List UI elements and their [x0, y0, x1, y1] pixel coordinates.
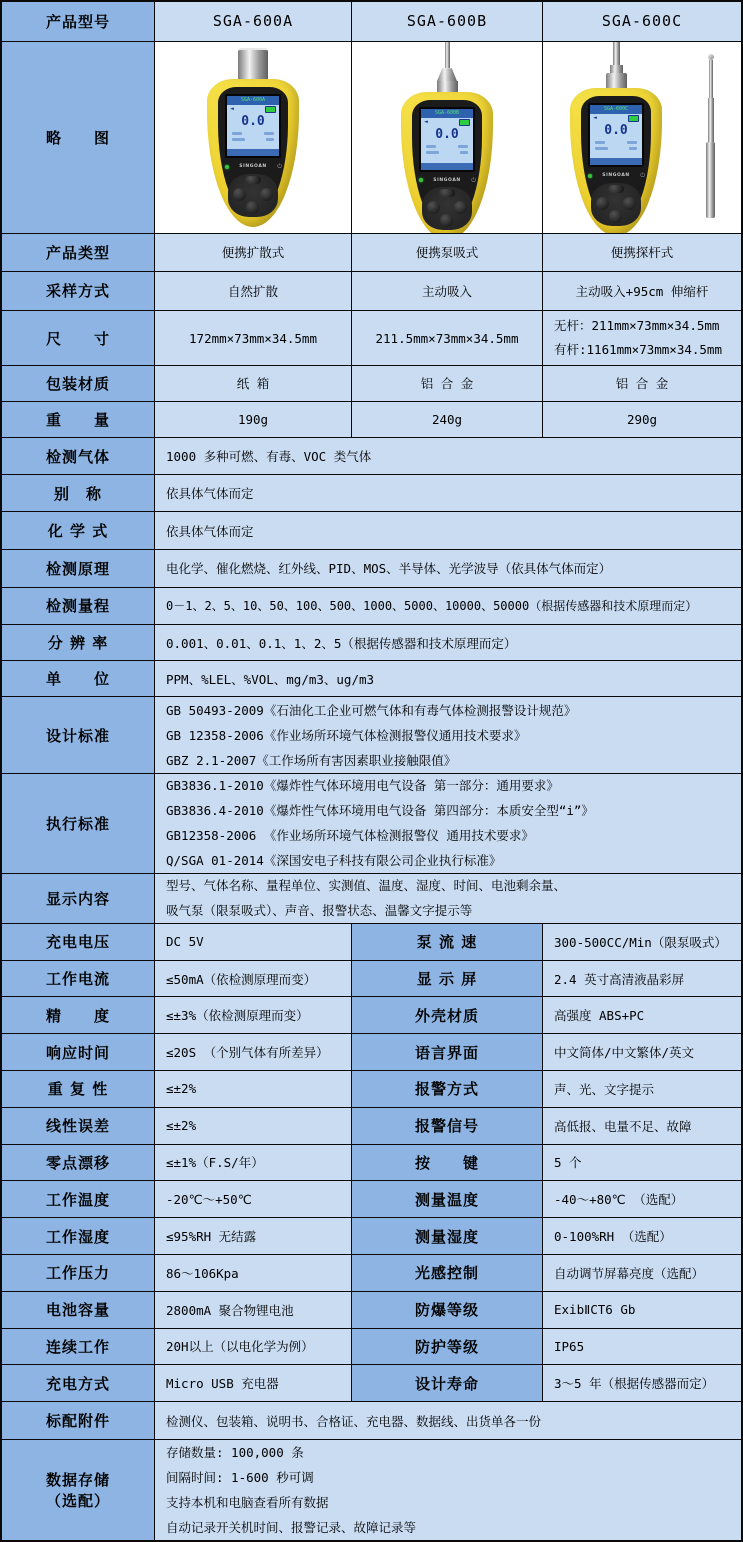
row-label: 别 称 — [53, 484, 102, 503]
device-screen — [225, 94, 281, 158]
row-label: 采样方式 — [45, 282, 110, 301]
cell-value: 铝 合 金 — [420, 376, 474, 392]
accessories-row — [2, 1402, 741, 1440]
row-label: 执行标准 — [45, 814, 110, 833]
model-a-name: SGA-600A — [212, 12, 294, 31]
header-row — [2, 2, 741, 42]
button-cluster — [422, 187, 472, 230]
cell-value: 5 个 — [554, 1155, 582, 1171]
cell-value: Micro USB 充电器 — [166, 1376, 279, 1392]
table-row — [2, 550, 741, 588]
storage-line: 自动记录开关机时间、报警记录、故障记录等 — [166, 1519, 417, 1535]
speaker-icon: ◄ — [230, 105, 234, 112]
header-label-cell — [2, 2, 155, 42]
cell-value: 纸 箱 — [236, 376, 270, 392]
device-c-image-cell — [543, 42, 741, 234]
standard-line: GB3836.4-2010《爆炸性气体环境用电气设备 第四部分：本质安全型“i”》 — [166, 803, 594, 819]
content-line: 型号、气体名称、量程单位、实测值、温度、湿度、时间、电池剩余量、 — [166, 878, 567, 894]
sensor-head-icon — [238, 48, 268, 80]
cell-value-line: 有杆:1161mm×73mm×34.5mm — [554, 342, 722, 358]
standard-line: GBZ 2.1-2007《工作场所有害因素职业接触限值》 — [166, 752, 457, 768]
probe-icon — [613, 42, 620, 65]
cell-value: 高低报、电量不足、故障 — [554, 1118, 692, 1134]
screen-reading: 0.0 — [435, 127, 459, 143]
table-row — [2, 475, 741, 512]
battery-icon — [265, 106, 276, 113]
content-line: 吸气泵（限泵吸式）、声音、报警状态、温馨文字提示等 — [166, 903, 473, 919]
standard-line: GB3836.1-2010《爆炸性气体环境用电气设备 第一部分：通用要求》 — [166, 778, 559, 794]
cell-value: ≤50mA（依检测原理而变） — [166, 971, 317, 987]
table-row — [2, 961, 741, 998]
left-button-icon — [596, 197, 609, 210]
right-button-icon — [260, 188, 273, 201]
row-label: 工作电流 — [45, 970, 110, 988]
cell-value: ExibⅡCT6 Gb — [554, 1302, 636, 1318]
menu-button-icon — [245, 176, 261, 184]
display-content-row — [2, 874, 741, 924]
left-button-icon — [427, 201, 440, 214]
exec-standards-row — [2, 774, 741, 874]
table-row — [2, 234, 741, 272]
storage-line: 支持本机和电脑查看所有数据 — [166, 1494, 329, 1510]
cell-value: 便携扩散式 — [221, 245, 285, 261]
enter-button-icon — [246, 201, 259, 214]
cell-value: 0-100%RH （选配） — [554, 1229, 672, 1245]
row-label: 语言界面 — [414, 1043, 479, 1062]
storage-line: 存储数量: 100,000 条 — [166, 1444, 304, 1460]
row-label: 检测量程 — [45, 597, 110, 616]
row-label: 检测原理 — [45, 559, 110, 578]
button-cluster — [591, 183, 641, 226]
table-row — [2, 1292, 741, 1329]
cell-value: PPM、%LEL、%VOL、mg/m3、ug/m3 — [166, 671, 375, 687]
cell-value: 检测仪、包装箱、说明书、合格证、充电器、数据线、出货单各一份 — [166, 1413, 542, 1429]
row-label: 线性误差 — [45, 1117, 110, 1136]
brand-logo: SINGOAN — [433, 177, 461, 183]
power-icon: ⏻ — [640, 172, 645, 180]
row-label: 响应时间 — [45, 1043, 110, 1062]
row-label: 工作压力 — [45, 1264, 110, 1283]
battery-icon — [459, 119, 470, 126]
cell-value: 211.5mm×73mm×34.5mm — [375, 330, 519, 346]
cell-value: ≤±3%（依检测原理而变） — [166, 1008, 309, 1024]
row-label: 显 示 屏 — [416, 970, 478, 988]
row-label: 尺 寸 — [45, 329, 110, 348]
menu-button-icon — [439, 189, 455, 197]
table-row — [2, 272, 741, 312]
cell-value: 86～106Kpa — [166, 1265, 239, 1281]
left-button-icon — [233, 188, 246, 201]
row-label: 产品类型 — [45, 243, 110, 262]
table-row — [2, 1108, 741, 1145]
row-label: 防护等级 — [414, 1337, 479, 1356]
led-indicator — [225, 165, 229, 169]
table-row — [2, 1034, 741, 1071]
row-label: 泵 流 速 — [416, 933, 478, 952]
cell-value: 240g — [431, 411, 463, 427]
table-row — [2, 1145, 741, 1182]
table-row — [2, 1181, 741, 1218]
row-label: 重 量 — [45, 410, 110, 429]
row-label: 单 位 — [45, 670, 110, 689]
menu-button-icon — [608, 185, 624, 193]
row-label: 零点漂移 — [45, 1153, 110, 1172]
screen-title: SGA-600A — [227, 96, 279, 105]
design-standards-row — [2, 697, 741, 774]
cell-value: 高强度 ABS+PC — [554, 1008, 645, 1024]
row-label: 工作温度 — [45, 1190, 110, 1209]
row-label: 测量温度 — [414, 1190, 479, 1209]
row-label: 报警方式 — [414, 1080, 479, 1099]
cell-value: ≤±1%（F.S/年） — [166, 1155, 264, 1171]
table-row — [2, 1329, 741, 1366]
power-icon: ⏻ — [277, 163, 282, 171]
header-model-a-cell — [155, 2, 352, 42]
button-cluster — [228, 174, 278, 217]
table-row — [2, 588, 741, 625]
table-row — [2, 924, 741, 961]
table-row — [2, 311, 741, 366]
telescopic-rod-icon — [706, 54, 715, 218]
cell-value: 2800mA 聚合物锂电池 — [166, 1302, 294, 1318]
row-label: 防爆等级 — [414, 1301, 479, 1320]
led-indicator — [588, 174, 592, 178]
cell-value: 1000 多种可燃、有毒、VOC 类气体 — [166, 449, 372, 465]
table-row — [2, 625, 741, 662]
cell-value-line: 无杆：211mm×73mm×34.5mm — [554, 318, 720, 334]
row-label: 报警信号 — [414, 1117, 479, 1136]
cell-value: 依具体气体而定 — [166, 486, 254, 502]
device-b-photo — [401, 42, 493, 234]
cell-value: -40～+80℃ （选配） — [554, 1192, 684, 1208]
cell-value: 中文简体/中文繁体/英文 — [554, 1045, 695, 1061]
row-label: 测量湿度 — [414, 1227, 479, 1246]
cell-value: -20℃～+50℃ — [166, 1192, 252, 1208]
cell-value: 0.001、0.01、0.1、1、2、5（根据传感器和技术原理而定） — [166, 635, 517, 651]
table-row — [2, 661, 741, 697]
row-label-line1: 数据存储 — [45, 1470, 110, 1489]
row-label-line2: （选配） — [45, 1491, 110, 1510]
cell-value: 便携探杆式 — [610, 245, 674, 261]
screen-reading: 0.0 — [604, 122, 628, 138]
header-model-c-cell — [543, 2, 741, 42]
model-c-name: SGA-600C — [601, 12, 683, 31]
speaker-icon: ◄ — [593, 114, 597, 121]
row-label: 充电电压 — [45, 933, 110, 952]
cell-value: 自动调节屏幕亮度（选配） — [554, 1265, 705, 1281]
table-row — [2, 997, 741, 1034]
cell-value: 主动吸入+95cm 伸缩杆 — [575, 283, 709, 299]
row-label: 包装材质 — [45, 374, 110, 393]
device-screen — [419, 107, 475, 171]
standard-line: GB12358-2006 《作业场所环境气体检测报警仪 通用技术要求》 — [166, 828, 534, 844]
standard-line: Q/SGA 01-2014《深国安电子科技有限公司企业执行标准》 — [166, 853, 502, 869]
model-b-name: SGA-600B — [406, 12, 488, 31]
row-label: 外壳材质 — [414, 1006, 479, 1025]
cell-value: 自然扩散 — [227, 283, 278, 299]
cell-value: 172mm×73mm×34.5mm — [189, 330, 317, 346]
cell-value: 依具体气体而定 — [166, 523, 254, 539]
screen-reading: 0.0 — [241, 113, 265, 129]
cell-value: 20H以上（以电化学为例） — [166, 1339, 314, 1355]
battery-icon — [628, 115, 639, 122]
device-b-image-cell — [352, 42, 543, 234]
device-c-photo — [570, 42, 662, 234]
enter-button-icon — [609, 210, 622, 223]
cell-value: 铝 合 金 — [615, 376, 669, 392]
device-a-photo — [207, 48, 299, 227]
cell-value: 便携泵吸式 — [415, 245, 479, 261]
row-label: 精 度 — [45, 1006, 110, 1025]
right-button-icon — [454, 201, 467, 214]
cell-value: 3～5 年（根据传感器而定） — [554, 1376, 715, 1392]
row-label: 分 辨 率 — [47, 634, 109, 653]
table-row — [2, 402, 741, 438]
row-label: 重 复 性 — [47, 1080, 109, 1099]
row-label: 按 键 — [414, 1153, 479, 1172]
cell-value: ≤±2% — [166, 1118, 197, 1134]
right-button-icon — [623, 197, 636, 210]
cell-value: IP65 — [554, 1338, 585, 1354]
row-label: 充电方式 — [45, 1374, 110, 1393]
power-icon: ⏻ — [471, 176, 476, 184]
row-label: 设计标准 — [45, 726, 110, 745]
cell-value: 声、光、文字提示 — [554, 1081, 655, 1097]
row-label: 检测气体 — [45, 447, 110, 466]
cell-value: DC 5V — [166, 934, 204, 950]
row-label: 连续工作 — [45, 1337, 110, 1356]
header-model-b-cell — [352, 2, 543, 42]
device-screen — [588, 103, 644, 167]
table-row — [2, 366, 741, 402]
cell-value: ≤95%RH 无结露 — [166, 1229, 257, 1245]
row-label: 工作湿度 — [45, 1227, 110, 1246]
brand-logo: SINGOAN — [602, 173, 630, 179]
row-label: 电池容量 — [45, 1301, 110, 1320]
cell-value: 190g — [237, 411, 269, 427]
row-label: 设计寿命 — [414, 1374, 479, 1393]
header-label: 产品型号 — [45, 12, 110, 31]
screen-title: SGA-600B — [421, 109, 473, 118]
sketch-label-cell — [2, 42, 155, 234]
table-row — [2, 1255, 741, 1292]
table-row — [2, 512, 741, 550]
cell-value: ≤20S （个别气体有所差异） — [166, 1045, 329, 1061]
data-storage-row — [2, 1440, 741, 1540]
standard-line: GB 50493-2009《石油化工企业可燃气体和有毒气体检测报警设计规范》 — [166, 702, 577, 718]
screen-title: SGA-600C — [590, 105, 642, 114]
enter-button-icon — [440, 214, 453, 227]
brand-logo: SINGOAN — [239, 164, 267, 170]
led-indicator — [419, 178, 423, 182]
table-row — [2, 1218, 741, 1255]
cell-value: 290g — [626, 411, 658, 427]
storage-line: 间隔时间: 1-600 秒可调 — [166, 1469, 314, 1485]
table-row — [2, 1365, 741, 1402]
screen-statusbar — [227, 149, 279, 156]
screen-statusbar — [590, 158, 642, 165]
cell-value: 300-500CC/Min（限泵吸式） — [554, 934, 727, 950]
sketch-row — [2, 42, 741, 234]
cell-value: 主动吸入 — [421, 283, 472, 299]
cell-value: 0－1、2、5、10、50、100、500、1000、5000、10000、50000（根据传感器和技术原理而定） — [166, 599, 698, 614]
table-row — [2, 438, 741, 476]
screen-statusbar — [421, 163, 473, 170]
probe-icon — [445, 42, 450, 69]
speaker-icon: ◄ — [424, 119, 428, 126]
row-label: 显示内容 — [45, 889, 110, 908]
cell-value: 2.4 英寸高清液晶彩屏 — [554, 971, 685, 987]
standard-line: GB 12358-2006《作业场所环境气体检测报警仪通用技术要求》 — [166, 727, 527, 743]
cell-value: 电化学、催化燃烧、红外线、PID、MOS、半导体、光学波导（依具体气体而定） — [166, 561, 612, 577]
device-a-image-cell — [155, 42, 352, 234]
row-label: 光感控制 — [414, 1264, 479, 1283]
cell-value: ≤±2% — [166, 1081, 197, 1097]
row-label: 化 学 式 — [47, 522, 109, 541]
table-row — [2, 1071, 741, 1108]
row-label: 标配附件 — [45, 1412, 110, 1431]
sketch-label: 略 图 — [45, 128, 110, 147]
